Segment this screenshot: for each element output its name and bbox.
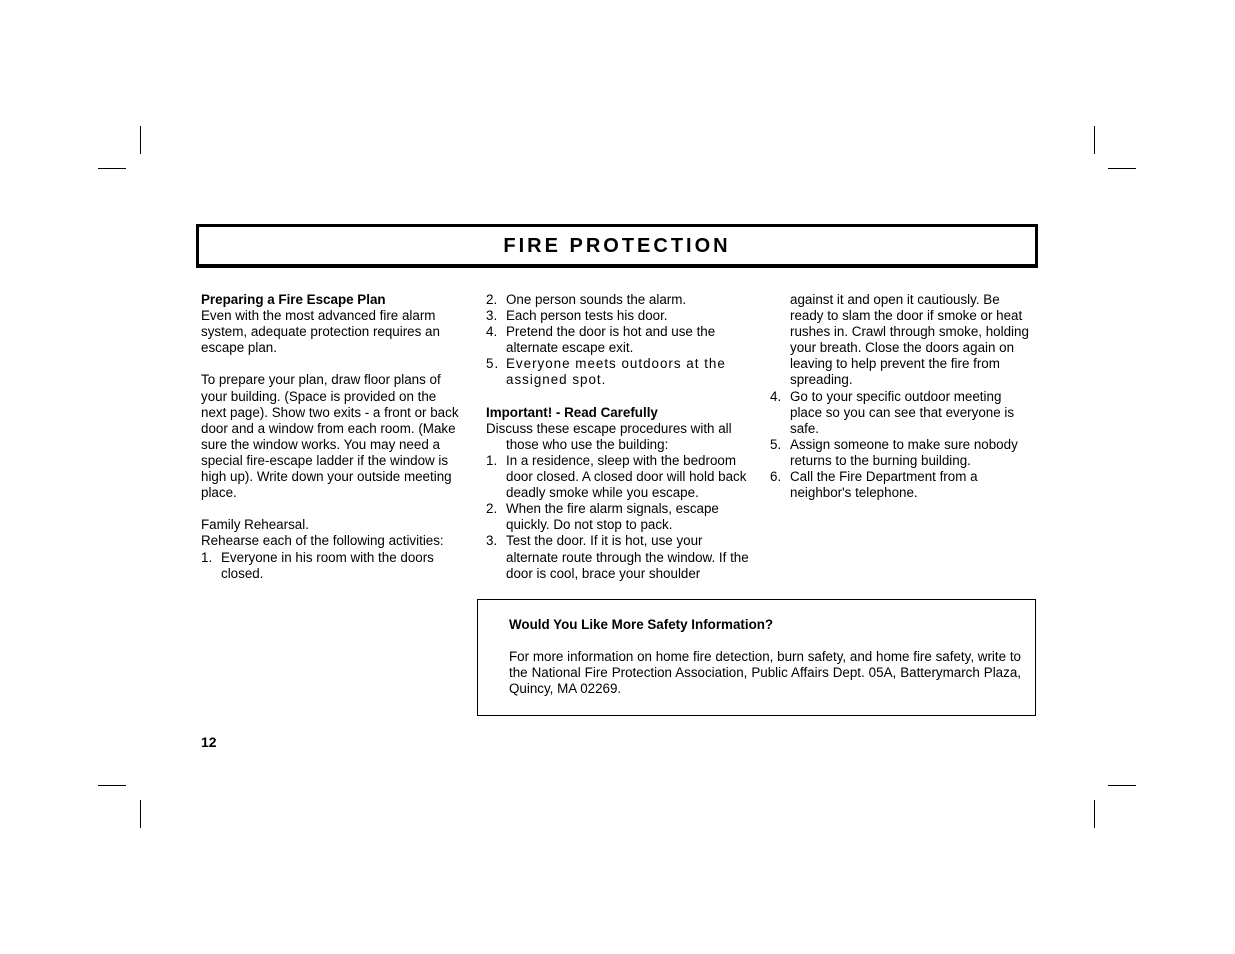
column-2 <box>486 292 756 582</box>
crop-mark-top-right-horizontal <box>1108 168 1136 169</box>
list-item <box>486 292 756 308</box>
list-item-number: 4. <box>770 388 782 404</box>
page-title: FIRE PROTECTION <box>503 234 731 257</box>
crop-mark-bottom-left-vertical <box>140 800 141 828</box>
procedure-continuation: against it and open it cautiously. Be ready to slam the door if smoke or heat rushes in. Crawl through smoke, holding your breath. Close the doors again on leaving to help prevent the fire from spreading. <box>790 292 1029 388</box>
list-item <box>486 308 756 324</box>
crop-mark-bottom-left-horizontal <box>98 785 126 786</box>
list-item-text: When the fire alarm signals, escape quickly. Do not stop to pack. <box>506 501 719 533</box>
list-item-text: Everyone in his room with the doors closed. <box>221 549 434 581</box>
section-heading-important: Important! - Read Carefully <box>486 404 658 420</box>
list-item <box>486 324 756 356</box>
list-item-text: Call the Fire Department from a neighbor's telephone. <box>790 469 978 501</box>
list-item-number: 6. <box>770 469 782 485</box>
list-item-number: 4. <box>486 324 498 340</box>
list-item-text: Assign someone to make sure nobody returns to the burning building. <box>790 436 1018 468</box>
list-item-number: 3. <box>486 308 498 324</box>
list-item-number: 3. <box>486 533 498 549</box>
list-item <box>770 389 1034 437</box>
list-item-number: 5. <box>486 356 500 372</box>
list-item-number: 2. <box>486 292 498 307</box>
safety-info-body: For more information on home fire detection, burn safety, and home fire safety, write to the National Fire Protection Association, Public Affairs Dept. 05A, Batterymarch Plaza, Quincy, MA 02269. <box>509 649 1021 697</box>
list-item <box>770 437 1034 469</box>
list-item <box>486 356 756 388</box>
list-item-text: Everyone meets outdoors at the assigned spot. <box>506 356 726 388</box>
crop-mark-top-left-horizontal <box>98 168 126 169</box>
list-item-text: Each person tests his door. <box>506 308 668 324</box>
column-1 <box>201 292 463 582</box>
list-item-text: Test the door. If it is hot, use your alternate route through the window. If the door is cool, brace your shoulder <box>506 533 749 581</box>
prepare-plan-paragraph: To prepare your plan, draw floor plans of your building. (Space is provided on the next page). Show two exits - a front or back door and a window from each room. (Make sure the window works. You may need a special fire-escape ladder if the window is high up). Write down your outside meeting place. <box>201 372 459 501</box>
list-item <box>486 453 756 501</box>
list-item-text: Go to your specific outdoor meeting place so you can see that everyone is safe. <box>790 388 1015 436</box>
list-item <box>486 533 756 581</box>
list-item-text: In a residence, sleep with the bedroom door closed. A closed door will hold back deadly smoke while you escape. <box>506 452 747 501</box>
list-item <box>486 501 756 533</box>
safety-info-box <box>477 599 1036 716</box>
list-item-number: 2. <box>486 501 498 517</box>
list-item-number: 1. <box>486 452 498 468</box>
important-intro: Discuss these escape procedures with all those who use the building: <box>486 420 732 452</box>
rehearsal-intro: Rehearse each of the following activities: <box>201 533 444 549</box>
page-number: 12 <box>201 734 217 750</box>
crop-mark-top-right-vertical <box>1094 126 1095 154</box>
list-item-text: Pretend the door is hot and use the alternate escape exit. <box>506 324 716 356</box>
rehearsal-heading: Family Rehearsal. <box>201 517 309 533</box>
column-3 <box>770 292 1034 501</box>
escape-plan-intro: Even with the most advanced fire alarm system, adequate protection requires an escape plan. <box>201 308 440 356</box>
list-item-number: 1. <box>201 549 213 565</box>
safety-info-heading: Would You Like More Safety Information? <box>509 617 774 632</box>
list-item <box>770 469 1034 501</box>
list-item <box>201 550 463 582</box>
crop-mark-bottom-right-horizontal <box>1108 785 1136 786</box>
crop-mark-bottom-right-vertical <box>1094 800 1095 828</box>
crop-mark-top-left-vertical <box>140 126 141 154</box>
list-item-text: One person sounds the alarm. <box>506 292 687 307</box>
section-heading-escape-plan: Preparing a Fire Escape Plan <box>201 292 386 307</box>
title-banner <box>196 224 1038 268</box>
list-item-number: 5. <box>770 436 782 452</box>
